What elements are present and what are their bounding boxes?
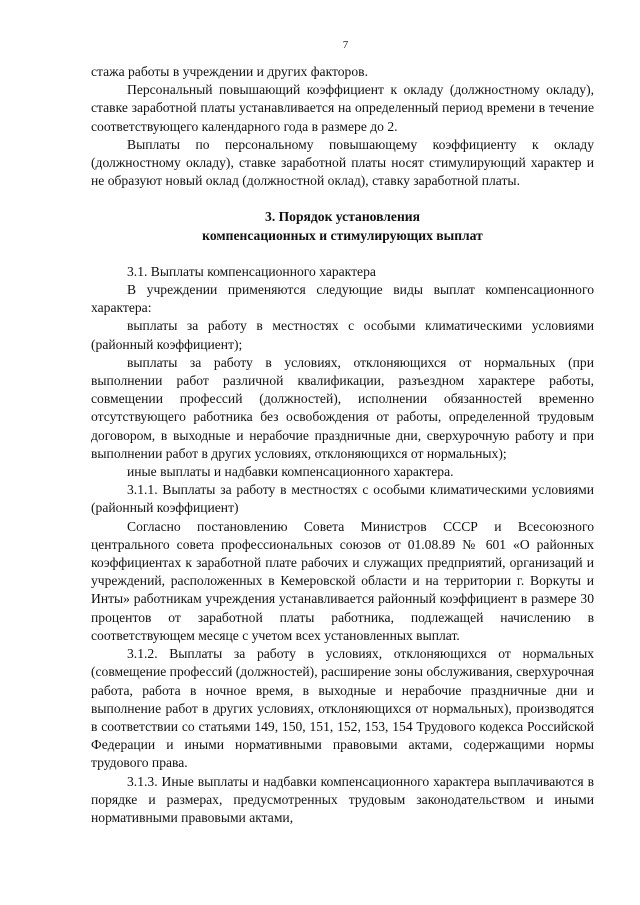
paragraph-abnormal-conditions: выплаты за работу в условиях, отклоняющихся от нормальных (при выполнении работ различной квалификации, разъездном характере работы, совмещении профессий (должностей), исполнении обязанностей временно отсутствующего работника без освобождения от работы, определенной трудовым договором, в выходные и нерабочие праздничные дни, сверхурочную работу и при выполнении работ в других условиях, отклоняющихся от нормальных); [91,354,594,461]
paragraph-other-payments: иные выплаты и надбавки компенсационного характера. [127,464,454,480]
paragraph-coefficient-payments: Выплаты по персональному повышающему коэффициенту к окладу (должностному окладу), ставке заработной платы носят стимулирующий характер и не образуют новый оклад (должностной оклад), ставку заработной платы. [91,136,594,189]
paragraph-climate-payments: выплаты за работу в местностях с особыми климатическими условиями (районный коэффициент); [91,318,594,352]
paragraph-3-1-title: 3.1. Выплаты компенсационного характера [127,263,376,279]
paragraph-regional-coefficient: Согласно постановлению Совета Министров СССР и Всесоюзного центрального совета профессиональных союзов от 01.08.89 № 601 «О районных коэффициентах к заработной плате рабочих и служащих предприятий, организаций и учреждений, расположенных в Кемеровской области и на территории г. Воркуты и Инты» работникам учреждения устанавливается районный коэффициент в размере 30 процентов от заработной платы работника, подлежащей начислению в соответствующем месяце с учетом всех установленных выплат. [91,518,594,643]
section-heading-line2: компенсационных и стимулирующих выплат [202,227,483,243]
paragraph-payment-types-intro: В учреждении применяются следующие виды выплат компенсационного характера: [91,282,594,316]
page-number: 7 [342,39,349,51]
paragraph-stazh: стажа работы в учреждении и других факторов. [91,64,368,79]
section-heading [91,208,594,244]
paragraph-personal-coefficient: Персональный повышающий коэффициент к окладу (должностному окладу), ставке заработной платы устанавливается на определенный период времени в течение соответствующего календарного года в размере до 2. [91,82,594,134]
paragraph-3-1-1: 3.1.1. Выплаты за работу в местностях с особыми климатическими условиями (районный коэффициент) [91,482,594,516]
paragraph-3-1-3: 3.1.3. Иные выплаты и надбавки компенсационного характера выплачиваются в порядке и размерах, предусмотренных трудовым законодательством и иными нормативными правовыми актами, [91,773,594,825]
document-page [91,38,594,827]
paragraph-3-1-2: 3.1.2. Выплаты за работу в условиях, отклоняющихся от нормальных (совмещение профессий (должностей), расширение зоны обслуживания, сверхурочная работа, работа в ночное время, в выходные и нерабочие праздничные дни и выполнение работ в других условиях, отклоняющихся от нормальных), производятся в соответствии со статьями 149, 150, 151, 152, 153, 154 Трудового кодекса Российской Федерации и иными нормативными правовыми актами, содержащими нормы трудового права. [91,646,594,771]
section-heading-line1: 3. Порядок установления [265,209,420,225]
